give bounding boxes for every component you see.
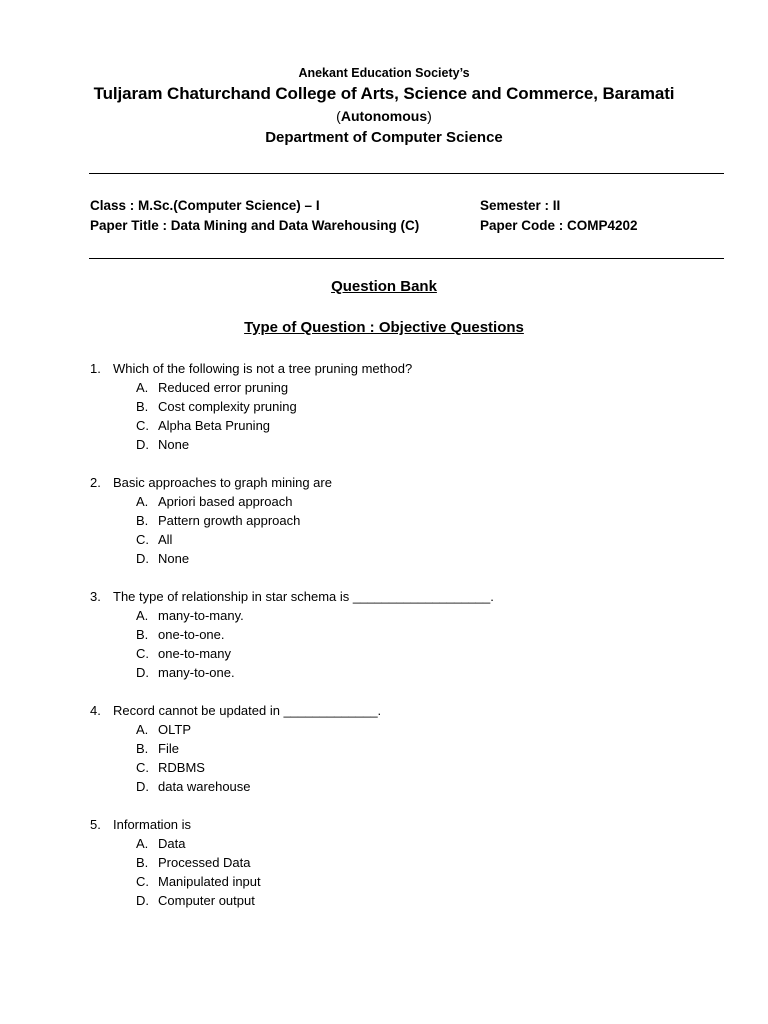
option-d bbox=[90, 777, 730, 796]
option-c bbox=[90, 530, 730, 549]
section-title-text: Question Bank bbox=[331, 278, 437, 295]
question-3 bbox=[90, 587, 730, 701]
option-text: Manipulated input bbox=[158, 874, 261, 889]
option-letter: B. bbox=[136, 741, 149, 756]
option-letter: C. bbox=[136, 646, 149, 661]
option-b bbox=[90, 853, 730, 872]
question-2 bbox=[90, 473, 730, 587]
option-letter: B. bbox=[136, 855, 149, 870]
option-letter: D. bbox=[136, 893, 149, 908]
option-letter: D. bbox=[136, 437, 149, 452]
option-text: data warehouse bbox=[158, 779, 251, 794]
option-d bbox=[90, 891, 730, 910]
question-number: 5. bbox=[90, 817, 101, 832]
option-text: many-to-one. bbox=[158, 665, 235, 680]
option-d bbox=[90, 663, 730, 682]
option-letter: D. bbox=[136, 779, 149, 794]
option-letter: D. bbox=[136, 665, 149, 680]
option-b bbox=[90, 625, 730, 644]
question-line bbox=[90, 701, 730, 720]
option-text: OLTP bbox=[158, 722, 191, 737]
question-line bbox=[90, 587, 730, 606]
option-text: Processed Data bbox=[158, 855, 251, 870]
semester-label: Semester : II bbox=[480, 198, 561, 213]
option-text: Reduced error pruning bbox=[158, 380, 289, 395]
question-number: 2. bbox=[90, 475, 101, 490]
option-letter: B. bbox=[136, 513, 149, 528]
option-b bbox=[90, 511, 730, 530]
option-text: RDBMS bbox=[158, 760, 205, 775]
question-number: 3. bbox=[90, 589, 101, 604]
option-letter: A. bbox=[136, 722, 149, 737]
option-letter: C. bbox=[136, 874, 149, 889]
option-c bbox=[90, 872, 730, 891]
option-text: Pattern growth approach bbox=[158, 513, 301, 528]
question-text: The type of relationship in star schema is ___________________. bbox=[113, 589, 494, 604]
question-number: 4. bbox=[90, 703, 101, 718]
option-letter: C. bbox=[136, 532, 149, 547]
question-line bbox=[90, 473, 730, 492]
question-text: Information is bbox=[113, 817, 192, 832]
autonomous-paren-open: ( bbox=[336, 108, 341, 124]
option-text: Data bbox=[158, 836, 186, 851]
question-text: Which of the following is not a tree pruning method? bbox=[113, 361, 413, 376]
paper-title-label: Paper Title : Data Mining and Data Warehousing (C) bbox=[90, 218, 420, 233]
question-line bbox=[90, 815, 730, 834]
option-text: All bbox=[158, 532, 173, 547]
option-letter: A. bbox=[136, 608, 149, 623]
section-title bbox=[0, 278, 768, 295]
option-text: Computer output bbox=[158, 893, 255, 908]
autonomous-text: Autonomous bbox=[340, 108, 428, 124]
society-name: Anekant Education Society’s bbox=[298, 66, 470, 80]
option-a bbox=[90, 492, 730, 511]
option-d bbox=[90, 549, 730, 568]
option-letter: D. bbox=[136, 551, 149, 566]
option-letter: C. bbox=[136, 418, 149, 433]
option-letter: B. bbox=[136, 627, 149, 642]
question-type bbox=[0, 319, 768, 336]
option-text: one-to-many bbox=[158, 646, 231, 661]
option-b bbox=[90, 397, 730, 416]
question-text: Record cannot be updated in _____________. bbox=[113, 703, 382, 718]
option-text: one-to-one. bbox=[158, 627, 225, 642]
question-4 bbox=[90, 701, 730, 815]
paper-code-label: Paper Code : COMP4202 bbox=[480, 218, 638, 233]
question-5 bbox=[90, 815, 730, 929]
question-text: Basic approaches to graph mining are bbox=[113, 475, 332, 490]
option-a bbox=[90, 834, 730, 853]
option-c bbox=[90, 758, 730, 777]
option-text: None bbox=[158, 437, 190, 452]
option-letter: A. bbox=[136, 836, 149, 851]
option-a bbox=[90, 606, 730, 625]
option-text: Alpha Beta Pruning bbox=[158, 418, 271, 433]
option-c bbox=[90, 644, 730, 663]
question-1 bbox=[90, 359, 730, 473]
question-line bbox=[90, 359, 730, 378]
option-text: Apriori based approach bbox=[158, 494, 293, 509]
option-text: many-to-many. bbox=[158, 608, 244, 623]
department-name: Department of Computer Science bbox=[265, 129, 503, 146]
option-text: File bbox=[158, 741, 179, 756]
option-c bbox=[90, 416, 730, 435]
question-number: 1. bbox=[90, 361, 101, 376]
option-b bbox=[90, 739, 730, 758]
option-letter: A. bbox=[136, 380, 149, 395]
college-name: Tuljaram Chaturchand College of Arts, Science and Commerce, Baramati bbox=[93, 84, 675, 103]
question-list bbox=[90, 359, 730, 929]
option-letter: A. bbox=[136, 494, 149, 509]
option-text: None bbox=[158, 551, 190, 566]
option-letter: C. bbox=[136, 760, 149, 775]
option-a bbox=[90, 720, 730, 739]
class-label: Class : M.Sc.(Computer Science) – I bbox=[90, 198, 320, 213]
option-a bbox=[90, 378, 730, 397]
autonomous-label bbox=[0, 108, 768, 124]
divider-top bbox=[89, 173, 724, 174]
option-d bbox=[90, 435, 730, 454]
question-type-text: Type of Question : Objective Questions bbox=[244, 319, 524, 336]
option-text: Cost complexity pruning bbox=[158, 399, 297, 414]
autonomous-paren-close: ) bbox=[427, 108, 432, 124]
option-letter: B. bbox=[136, 399, 149, 414]
divider-bottom bbox=[89, 258, 724, 259]
